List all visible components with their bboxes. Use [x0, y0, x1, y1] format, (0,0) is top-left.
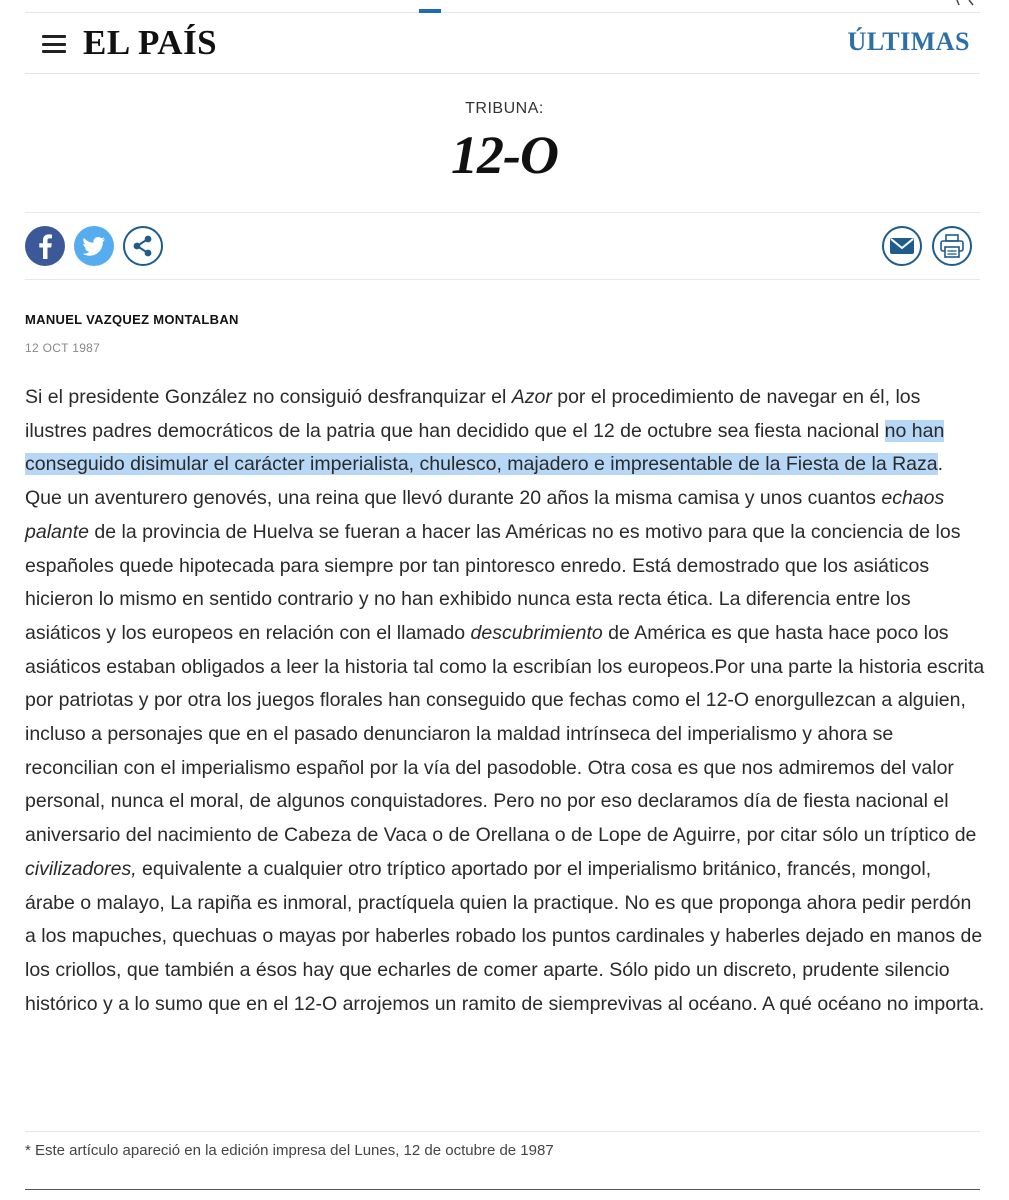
body-text: de la provincia de Huelva se fueran a hacer las Américas no es motivo para que la conciencia de los españoles quede hipotecada para siempre por tan pintoresco enredo. Está demostrado que los asiáticos hicieron lo mismo en sentido contrario y no han exhibido nunca esta recta ética. La diferencia entre los asiáticos y los europeos en relación con el llamado — [25, 520, 961, 644]
article-paragraph — [25, 381, 985, 1021]
body-italic: echaos palante — [25, 487, 945, 543]
body-text: equivalente a cualquier otro tríptico aportado por el imperialismo británico, francés, mongol, árabe o malayo, La rapiña es inmoral, practíquela quien la practique. No es que proponga ahora pedir perdón a los mapuches, quechuas o mayas por haberles robado los puntos cardinales y haberles dejado en manos de los criollos, que también a ésos hay que echarles de comer aparte. Sólo pido un discreto, prudente silencio histórico y a lo sumo que en el 12-O arrojemos un ramito de siemprevivas al océano. A qué océano no importa. — [25, 857, 985, 1015]
body-text: . Que un aventurero genovés, una reina que llevó durante 20 años la misma camisa y unos cuantos — [25, 453, 944, 510]
mail-icon[interactable] — [882, 226, 922, 266]
article-body — [25, 381, 985, 1021]
body-italic: descubrimiento — [470, 621, 603, 644]
site-header — [25, 13, 980, 74]
twitter-icon[interactable] — [74, 226, 114, 266]
article-title: 12-O — [451, 125, 558, 185]
footnote-divider — [25, 1131, 980, 1132]
top-corner-icons — [955, 0, 975, 6]
site-logo[interactable]: EL PAÍS — [83, 23, 218, 62]
share-icon[interactable] — [123, 226, 163, 266]
print-icon[interactable] — [932, 226, 972, 266]
body-text: Si el presidente González no consiguió desfranquizar el — [25, 386, 512, 408]
body-text: por el procedimiento de navegar en él, los ilustres padres democráticos de la patria que han decidido que el 12 de octubre sea fiesta nacional — [25, 386, 921, 442]
share-bar — [25, 212, 980, 280]
facebook-icon[interactable] — [25, 226, 65, 266]
latest-news-link[interactable]: ÚLTIMAS — [847, 27, 970, 56]
bottom-divider — [25, 1189, 980, 1190]
article-footnote: * Este artículo apareció en la edición impresa del Lunes, 12 de octubre de 1987 — [25, 1142, 554, 1159]
article-author[interactable]: MANUEL VAZQUEZ MONTALBAN — [25, 312, 239, 327]
body-italic: Azor — [511, 386, 552, 408]
text-selection-highlight: no han conseguido disimular el carácter imperialista, chulesco, majadero e impresentable de la Fiesta de la Raza — [25, 419, 945, 476]
article-date: 12 OCT 1987 — [25, 341, 101, 355]
article-kicker: TRIBUNA: — [465, 100, 544, 117]
body-italic: civilizadores, — [25, 857, 137, 880]
menu-icon[interactable] — [42, 35, 66, 53]
body-text: de América es que hasta hace poco los asiáticos estaban obligados a leer la historia tal como la escribían los europeos.Por una parte la historia escrita por patriotas y por otra los juegos florales han conseguido que fechas como el 12-O enorgullezcan a alguien, incluso a personajes que en el pasado denunciaron la maldad intrínseca del imperialismo y ahora se reconcilian con el imperialismo español por la vía del pasodoble. Otra cosa es que nos admiremos del valor personal, nunca el moral, de algunos conquistadores. Pero no por eso declaramos día de fiesta nacional el aniversario del nacimiento de Cabeza de Vaca o de Orellana o de Lope de Aguirre, por citar sólo un tríptico de — [25, 621, 985, 847]
